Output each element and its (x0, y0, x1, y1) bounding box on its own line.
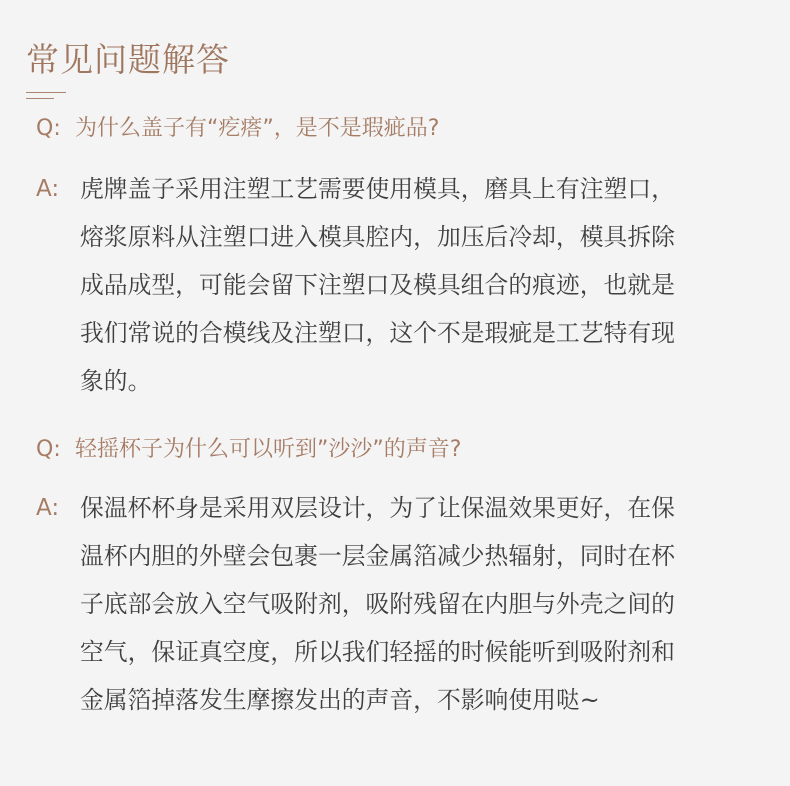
answer-line: 保温杯杯身是采用双层设计，为了让保温效果更好，在保 (80, 494, 675, 522)
answer-line: 金属箔掉落发生摩擦发出的声音，不影响使用哒~ (80, 686, 600, 714)
answer-line: 我们常说的合模线及注塑口，这个不是瑕疵是工艺特有现 (80, 319, 675, 347)
page-title: 常见问题解答 (26, 40, 230, 79)
title-underline-long (26, 92, 66, 93)
question-prefix: Q: (36, 437, 61, 462)
faq-question-1 (36, 113, 439, 145)
answer-line: 成品成型，可能会留下注塑口及模具组合的痕迹，也就是 (80, 271, 675, 299)
answer-line: 虎牌盖子采用注塑工艺需要使用模具，磨具上有注塑口， (80, 175, 675, 203)
faq-answer-1 (80, 165, 750, 405)
answer-line: 空气，保证真空度，所以我们轻摇的时候能听到吸附剂和 (80, 638, 675, 666)
answer-prefix: A: (36, 495, 60, 521)
faq-question-2 (36, 434, 461, 466)
faq-answer-2 (80, 484, 750, 724)
answer-line: 象的。 (80, 367, 152, 395)
question-text: 轻摇杯子为什么可以听到”沙沙”的声音? (75, 437, 462, 462)
answer-prefix: A: (36, 176, 60, 202)
answer-line: 温杯内胆的外壁会包裹一层金属箔减少热辐射，同时在杯 (80, 542, 675, 570)
title-underline-short (26, 98, 54, 99)
question-prefix: Q: (36, 116, 61, 141)
answer-line: 子底部会放入空气吸附剂，吸附残留在内胆与外壳之间的 (80, 590, 675, 618)
question-text: 为什么盖子有“疙瘩”，是不是瑕疵品? (75, 116, 440, 141)
answer-line: 熔浆原料从注塑口进入模具腔内，加压后冷却，模具拆除 (80, 223, 675, 251)
